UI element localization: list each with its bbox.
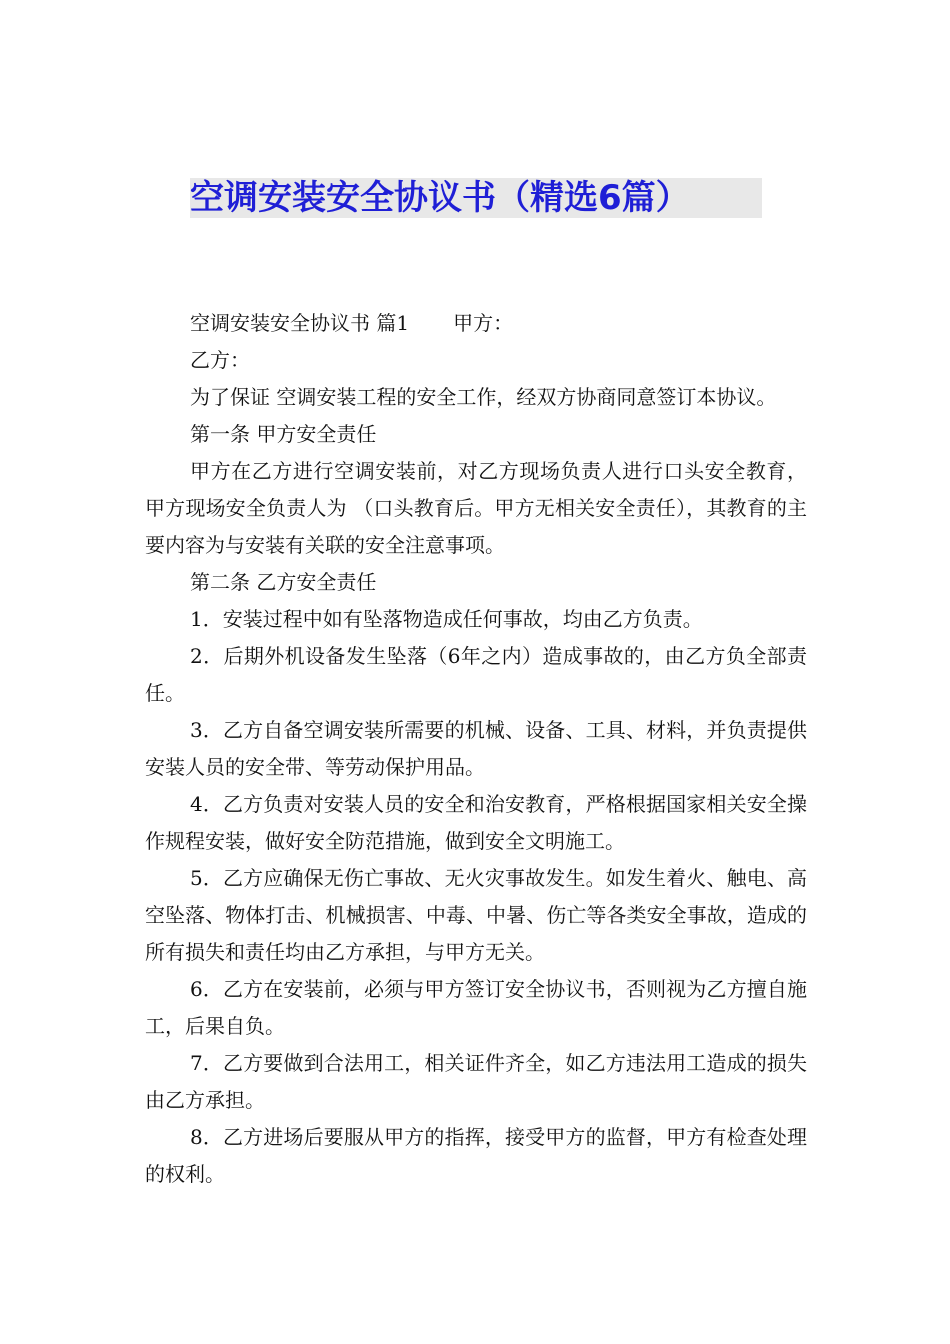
list-item: 7．乙方要做到合法用工，相关证件齐全，如乙方违法用工造成的损失由乙方承担。 <box>145 1051 807 1112</box>
document-title: 空调安装安全协议书（精选6篇） <box>190 178 690 218</box>
list-item: 6．乙方在安装前，必须与甲方签订安全协议书，否则视为乙方擅自施工，后果自负。 <box>145 977 807 1038</box>
list-item: 4．乙方负责对安装人员的安全和治安教育，严格根据国家相关安全操作规程安装，做好安全防范措施，做到安全文明施工。 <box>145 792 807 853</box>
party-a-label: 甲方： <box>453 311 514 335</box>
paragraph: 为了保证 空调安装工程的安全工作，经双方协商同意签订本协议。 <box>190 385 777 409</box>
paragraph: 甲方在乙方进行空调安装前，对乙方现场负责人进行口头安全教育，甲方现场安全负责人为 （口头教育后。甲方无相关安全责任），其教育的主要内容为与安装有关联的安全注意事项。 <box>145 459 807 557</box>
title-highlight <box>190 178 762 218</box>
list-item: 8．乙方进场后要服从甲方的指挥，接受甲方的监督，甲方有检查处理的权利。 <box>145 1125 807 1186</box>
section-heading: 空调安装安全协议书 篇1 <box>190 311 410 335</box>
list-item: 1．安装过程中如有坠落物造成任何事故，均由乙方负责。 <box>190 607 703 631</box>
article-heading: 第二条 乙方安全责任 <box>190 570 377 594</box>
article-heading: 第一条 甲方安全责任 <box>190 422 377 446</box>
first-line <box>145 305 807 342</box>
list-item: 5．乙方应确保无伤亡事故、无火灾事故发生。如发生着火、触电、高空坠落、物体打击、机械损害、中毒、中暑、伤亡等各类安全事故，造成的所有损失和责任均由乙方承担，与甲方无关。 <box>145 866 807 964</box>
list-item: 3．乙方自备空调安装所需要的机械、设备、工具、材料，并负责提供安装人员的安全带、等劳动保护用品。 <box>145 718 807 779</box>
list-item: 2．后期外机设备发生坠落（6年之内）造成事故的，由乙方负全部责任。 <box>145 644 807 705</box>
document-body <box>145 305 807 1193</box>
paragraph: 乙方： <box>190 348 250 372</box>
